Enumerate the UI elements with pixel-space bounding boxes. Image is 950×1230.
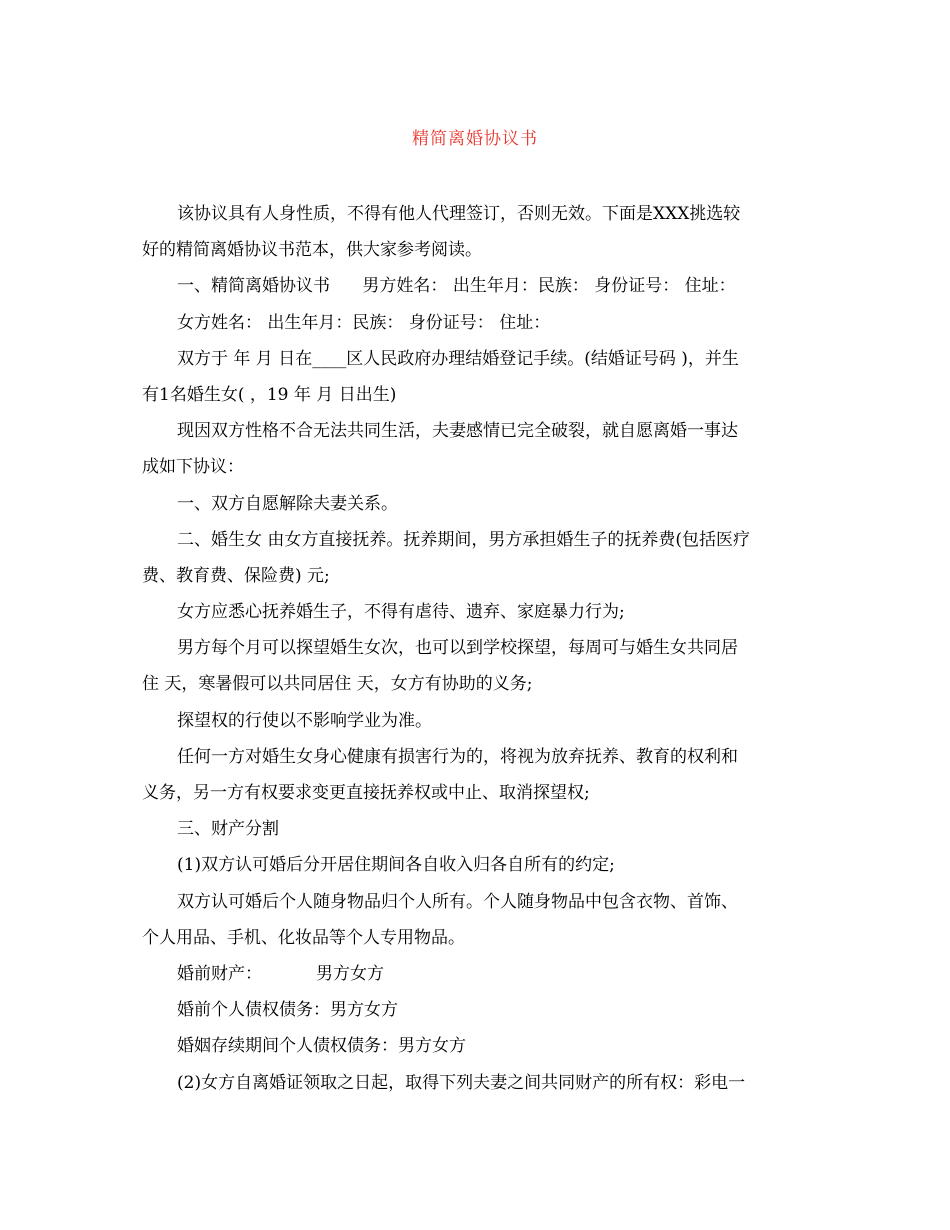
text-line: 义务，另一方有权要求变更直接抚养权或中止、取消探望权; bbox=[142, 783, 590, 803]
text-line: 费、教育费、保险费) 元; bbox=[142, 565, 330, 586]
text-line: 女方应悉心抚养婚生子，不得有虐待、遗弃、家庭暴力行为; bbox=[177, 602, 625, 623]
text-line: 婚姻存续期间个人债权债务：男方女方 bbox=[177, 1036, 466, 1057]
text-line: 三、财产分割 bbox=[177, 819, 279, 840]
text-line: 该协议具有人身性质，不得有他人代理签订，否则无效。下面是XXX挑选较 bbox=[177, 204, 741, 224]
text-line: 婚前财产： 男方女方 bbox=[177, 963, 385, 984]
text-line: 个人用品、手机、化妆品等个人专用物品。 bbox=[142, 927, 465, 948]
text-line: 双方于 年 月 日在____区人民政府办理结婚登记手续。(结婚证号码 )，并生 bbox=[177, 348, 739, 369]
text-line: (2)女方自离婚证领取之日起，取得下列夫妻之间共同财产的所有权：彩电一 bbox=[177, 1072, 746, 1093]
text-line: 任何一方对婚生女身心健康有损害行为的，将视为放弃抚养、教育的权利和 bbox=[177, 746, 738, 767]
text-line: 成如下协议： bbox=[142, 457, 244, 478]
text-line: 一、精简离婚协议书 男方姓名： 出生年月：民族： 身份证号： 住址： bbox=[177, 276, 736, 297]
text-line: 探望权的行使以不影响学业为准。 bbox=[177, 710, 432, 731]
text-line: 住 天，寒暑假可以共同居住 天，女方有协助的义务; bbox=[142, 674, 533, 695]
text-line: (1)双方认可婚后分开居住期间各自收入归各自所有的约定; bbox=[177, 855, 615, 876]
text-line: 有1名婚生女( ，19 年 月 日出生) bbox=[142, 384, 397, 405]
text-line: 现因双方性格不合无法共同生活，夫妻感情已完全破裂，就自愿离婚一事达 bbox=[177, 421, 738, 442]
text-line: 二、婚生女 由女方直接抚养。抚养期间，男方承担婚生子的抚养费(包括医疗 bbox=[177, 529, 751, 550]
text-line: 好的精简离婚协议书范本，供大家参考阅读。 bbox=[142, 240, 482, 261]
text-line: 双方认可婚后个人随身物品归个人所有。个人随身物品中包含衣物、首饰、 bbox=[177, 891, 738, 912]
document-body bbox=[142, 196, 814, 1101]
text-line: 女方姓名： 出生年月：民族： 身份证号： 住址： bbox=[177, 312, 551, 333]
text-line: 婚前个人债权债务：男方女方 bbox=[177, 1000, 398, 1021]
text-line: 一、双方自愿解除夫妻关系。 bbox=[177, 493, 398, 514]
document-title: 精简离婚协议书 bbox=[412, 129, 538, 149]
text-line: 男方每个月可以探望婚生女次，也可以到学校探望，每周可与婚生女共同居 bbox=[177, 638, 738, 659]
